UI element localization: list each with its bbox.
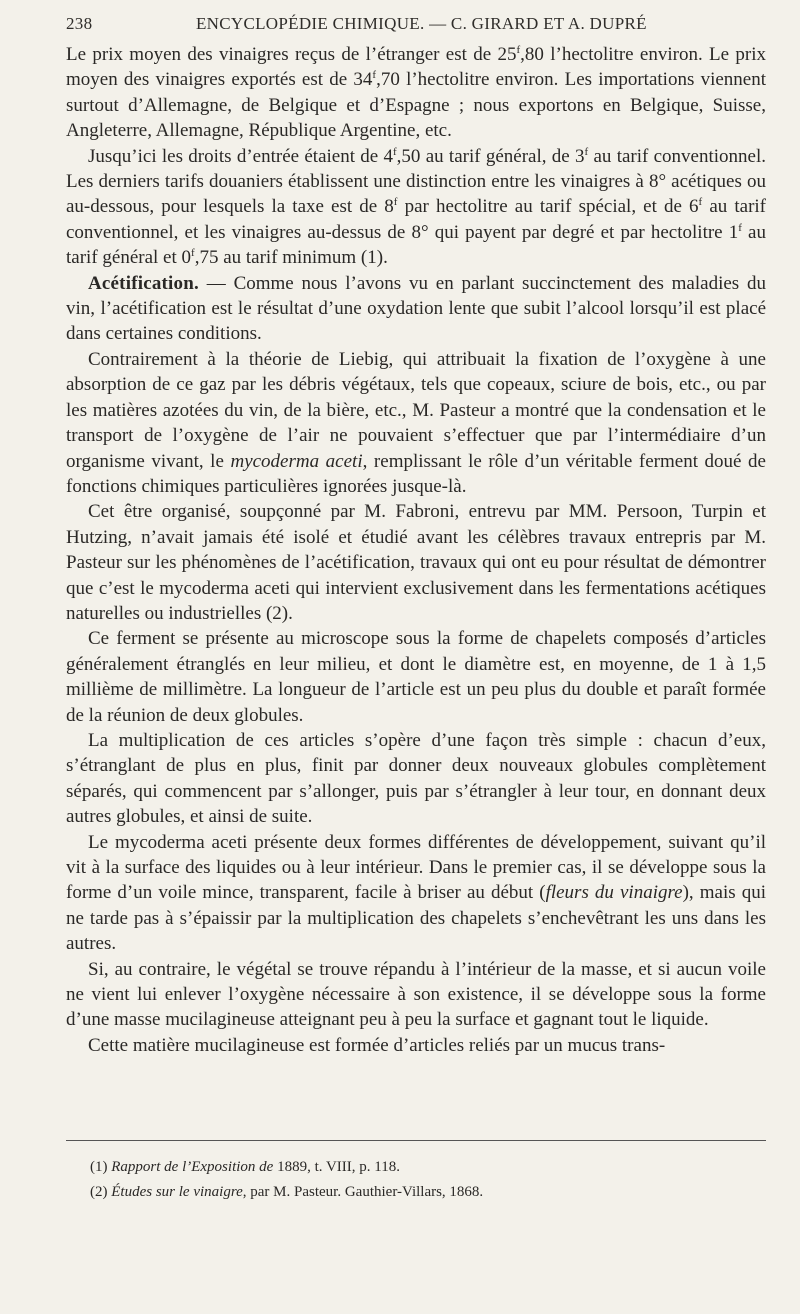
paragraph [66, 347, 766, 499]
page-number: 238 [66, 14, 93, 33]
italic-text: Rapport de l’Exposition de [111, 1159, 274, 1175]
text-run: au tarif conventionnel, et les vinaigres au-dessus de 8° qui payent par degré et par hectolitre 1 [66, 196, 767, 243]
footnote [90, 1155, 730, 1180]
italic-text: mycoderma aceti [230, 450, 363, 472]
running-title: ENCYCLOPÉDIE CHIMIQUE. — C. GIRARD ET A. DUPRÉ [196, 14, 647, 33]
paragraph [66, 728, 766, 830]
paragraph [66, 957, 766, 1033]
superscript: f [516, 44, 521, 56]
paragraph [66, 144, 766, 271]
text-run: Le mycoderma aceti présente deux formes différentes de développement, suivant qu’il vit à la surface des liquides ou à leur intérieur. Dans le premier cas, il se développe sous la forme d’un voile mince, transparent, facile à briser au début ( [66, 831, 766, 904]
text-run: Le prix moyen des vinaigres reçus de l’étranger est de 25 [66, 44, 517, 65]
superscript: f [191, 247, 195, 260]
superscript: f [393, 196, 398, 209]
text-run: Jusqu’ici les droits d’entrée étaient de 4 [88, 145, 393, 167]
superscript: f [393, 145, 397, 158]
text-run: Cet être organisé, soupçonné par M. Fabroni, entrevu par MM. Persoon, Turpin et Hutzing, n’avait jamais été isolé et étudié avant les célèbres travaux entrepris par M. Pasteur sur les phénomènes de l’acétification, travaux qui ont eu pour résultat de démontrer que c’est le mycoderma aceti qui intervient exclusivement dans les fermentations acétiques naturelles ou industrielles (2). [66, 501, 766, 624]
paragraph [66, 499, 766, 626]
superscript: f [738, 221, 742, 234]
text-run: ), mais qui ne tarde pas à s’épaissir par la multiplication des chapelets s’enchevêtrant les uns dans les autres. [66, 882, 766, 955]
footnotes [90, 1155, 730, 1205]
footnote [90, 1180, 730, 1205]
text-run: par hectolitre au tarif spécial, et de 6 [397, 196, 699, 218]
superscript: f [584, 145, 589, 158]
paragraph [66, 42, 766, 144]
superscript: f [698, 196, 703, 209]
text-run: ,75 au tarif minimum (1). [194, 247, 388, 269]
italic-text: Études sur le vinaigre [111, 1184, 243, 1200]
text-run: (2) [90, 1184, 112, 1200]
text-run: — Comme nous l’avons vu en parlant succinctement des maladies du vin, l’acétification est le résultat d’une oxydation lente que subit l’alcool lorsqu’il est placé dans certaines conditions. [66, 272, 766, 345]
footnote-separator [66, 1140, 766, 1141]
text-run: au tarif général et 0 [66, 221, 766, 269]
text-run: au tarif conventionnel. Les derniers tarifs douaniers établissent une distinction entre les vinaigres à 8° acétiques ou au-dessous, pour lesquels la taxe est de 8 [66, 145, 767, 218]
text-run: Ce ferment se présente au microscope sous la forme de chapelets composés d’articles généralement étranglés en leur milieu, et dont le diamètre est, en moyenne, de 1 à 1,5 millième de millimètre. La longueur de l’article est un peu plus du double et paraît formée de la réunion de deux globules. [66, 628, 766, 726]
paragraph [66, 830, 766, 957]
text-run: Cette matière mucilagineuse est formée d’articles reliés par un mucus trans- [88, 1034, 666, 1056]
text-run: (1) [90, 1159, 112, 1175]
text-run: La multiplication de ces articles s’opère d’une façon très simple : chacun d’eux, s’étranglant de plus en plus, finit par donner deux nouveaux globules complètement séparés, qui commencent par s’allonger, puis par s’étrangler à leur tour, en donnant deux autres globules, et ainsi de suite. [66, 729, 766, 828]
section-heading: Acétification. [88, 272, 199, 294]
paragraph [66, 271, 766, 347]
text-run: ,70 l’hectolitre environ. Les importations viennent surtout d’Allemagne, de Belgique et d’Espagne ; nous exportons en Belgique, Suisse, Angleterre, Allemagne, République Argentine, etc. [66, 69, 766, 142]
text-run: ,80 l’hectolitre environ. Le prix moyen des vinaigres exportés est de 34 [66, 44, 766, 91]
paragraph [66, 626, 766, 728]
italic-text: fleurs du vinaigre [545, 882, 683, 904]
text-run: Si, au contraire, le végétal se trouve répandu à l’intérieur de la masse, et si aucun voile ne vient lui enlever l’oxygène nécessaire à son existence, il se développe sous la forme d’une masse mucilagineuse atteignant peu à peu la surface et gagnant tout le liquide. [66, 958, 766, 1031]
body-text [66, 42, 766, 1058]
superscript: f [372, 69, 377, 82]
text-run: Contrairement à la théorie de Liebig, qui attribuait la fixation de l’oxygène à une absorption de ce gaz par les débris végétaux, tels que copeaux, sciure de bois, etc., ou par les matières azotées du vin, de la bière, etc., M. Pasteur a montré que la condensation et le transport de l’oxygène de l’air ne pouvaient s’effectuer que par l’intermédiaire d’un organisme vivant, le [66, 348, 766, 472]
text-run: , par M. Pasteur. Gauthier-Villars, 1868. [242, 1184, 484, 1200]
text-run: , remplissant le rôle d’un véritable ferment doué de fonctions chimiques particulières ignorées jusque-là. [66, 450, 766, 497]
text-run: 1889, t. VIII, p. 118. [273, 1159, 400, 1175]
paragraph [66, 1033, 766, 1058]
text-run: ,50 au tarif général, de 3 [396, 145, 585, 167]
